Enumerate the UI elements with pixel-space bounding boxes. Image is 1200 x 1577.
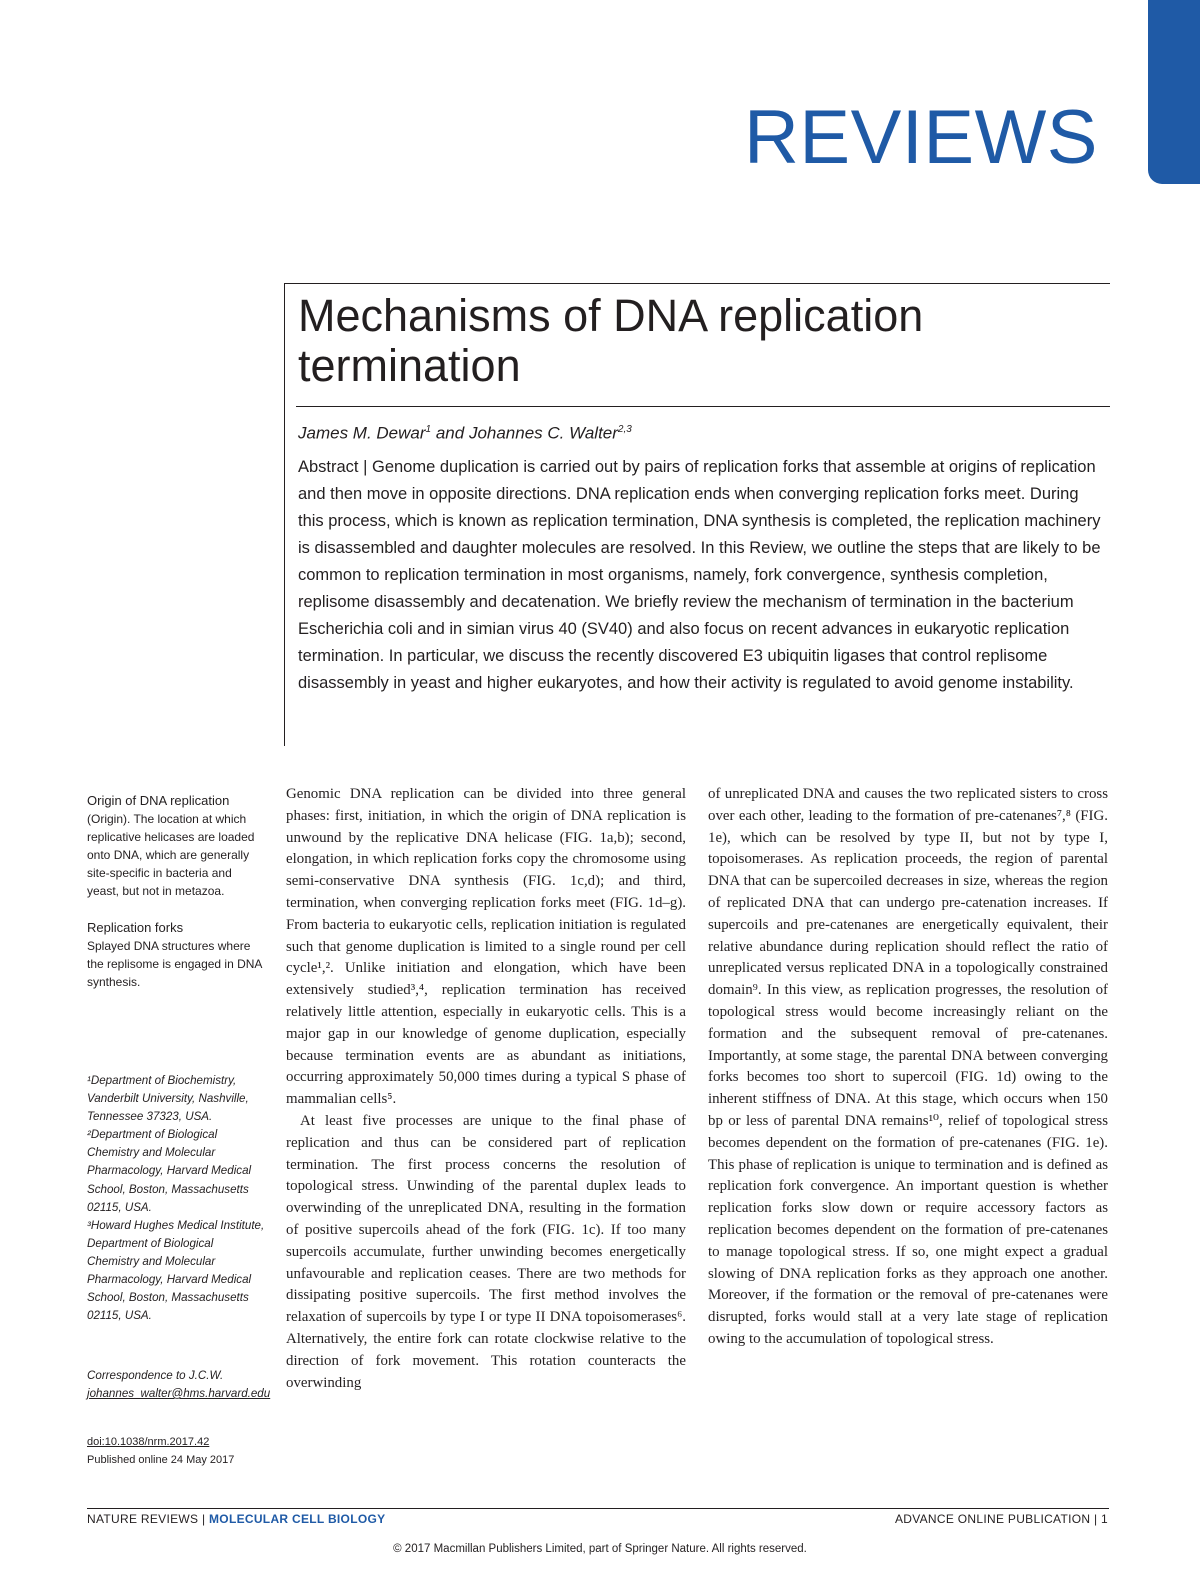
abstract-label: Abstract | bbox=[298, 458, 368, 476]
glossary-term: Origin of DNA replication bbox=[87, 793, 230, 808]
title-divider bbox=[296, 406, 1110, 407]
abstract bbox=[298, 454, 1104, 697]
affiliation-mark: 2,3 bbox=[617, 424, 632, 435]
correspondence-email-link[interactable]: johannes_walter@hms.harvard.edu bbox=[87, 1387, 271, 1400]
article-title: Mechanisms of DNA replication termination bbox=[298, 290, 924, 391]
title-box-top-rule bbox=[284, 283, 1110, 284]
author-line bbox=[298, 418, 1078, 446]
author-conjunction: and bbox=[435, 423, 465, 443]
copyright-notice: © 2017 Macmillan Publishers Limited, part of Springer Nature. All rights reserved. bbox=[393, 1543, 807, 1555]
glossary-entry bbox=[87, 919, 265, 991]
title-box-left-rule bbox=[284, 283, 285, 746]
affiliation: ²Department of Biological Chemistry and Molecular Pharmacology, Harvard Medical School, Boston, Massachusetts 02115, USA. bbox=[87, 1128, 252, 1214]
affiliation-mark: 1 bbox=[425, 424, 432, 435]
publication-info bbox=[87, 1433, 265, 1469]
section-tab-marker bbox=[1148, 0, 1200, 184]
footer-journal bbox=[87, 1512, 385, 1526]
author-name: Johannes C. Walter bbox=[468, 423, 618, 443]
footer-rule bbox=[87, 1508, 1109, 1509]
body-column-2 bbox=[708, 784, 1108, 1351]
correspondence-label: Correspondence to J.C.W. bbox=[87, 1369, 224, 1382]
section-heading: REVIEWS bbox=[744, 95, 1098, 180]
glossary-definition: (Origin). The location at which replicative helicases are loaded onto DNA, which are generally site-specific in bacteria and yeast, but not in metazoa. bbox=[87, 812, 255, 898]
affiliation: ¹Department of Biochemistry, Vanderbilt University, Nashville, Tennessee 37323, USA. bbox=[87, 1074, 249, 1124]
abstract-text: Genome duplication is carried out by pairs of replication forks that assemble at origins of replication and then move in opposite directions. DNA replication ends when converging replication forks meet. During this process, which is known as replication termination, DNA synthesis is completed, the replication machinery is disassembled and daughter molecules are resolved. In this Review, we outline the steps that are likely to be common to replication termination in most organisms, namely, fork convergence, synthesis completion, replisome disassembly and decatenation. We briefly review the mechanism of termination in the bacterium Escherichia coli and in simian virus 40 (SV40) and also focus on recent advances in eukaryotic replication termination. In particular, we discuss the recently discovered E3 ubiquitin ligases that control replisome disassembly in yeast and higher eukaryotes, and how their activity is regulated to avoid genome instability. bbox=[298, 458, 1101, 692]
affiliations bbox=[87, 1072, 265, 1325]
body-paragraph: Genomic DNA replication can be divided into three general phases: first, initiation, in which the origin of DNA replication is unwound by the replicative DNA helicase (FIG. 1a,b); second, elongation, in which replication forks copy the chromosome using semi-conservative DNA synthesis (FIG. 1c,d); and third, termination, when converging replication forks meet (FIG. 1d–g). From bacteria to eukaryotic cells, replication initiation is regulated such that genome duplication is limited to a single round per cell cycle¹,². Unlike initiation and elongation, which have been extensively studied³,⁴, replication termination has received relatively little attention, especially in eukaryotic cells. This is a major gap in our knowledge of genome duplication, especially because termination events are as abundant as initiations, occurring approximately 50,000 times during a typical S phase of mammalian cells⁵. bbox=[286, 786, 686, 1108]
author-name: James M. Dewar bbox=[298, 423, 426, 443]
journal-name: NATURE REVIEWS | bbox=[87, 1512, 206, 1526]
body-paragraph: At least five processes are unique to the final phase of replication and thus can be considered part of replication termination. The first process concerns the resolution of topological stress. Unwinding of the parental duplex leads to overwinding of the unreplicated DNA, resulting in the formation of positive supercoils ahead of the fork (FIG. 1c). If too many supercoils accumulate, further unwinding becomes energetically unfavourable and replication ceases. There are two methods for dissipating positive supercoils. The first method involves the relaxation of supercoils by type I or type II DNA topoisomerases⁶. Alternatively, the entire fork can rotate clockwise relative to the direction of fork movement. This rotation counteracts the overwinding bbox=[286, 1112, 686, 1391]
body-column-1 bbox=[286, 784, 686, 1394]
glossary-entry bbox=[87, 792, 265, 900]
journal-section: MOLECULAR CELL BIOLOGY bbox=[209, 1512, 386, 1526]
correspondence bbox=[87, 1367, 271, 1403]
glossary-term: Replication forks bbox=[87, 920, 184, 935]
footer-page-info: ADVANCE ONLINE PUBLICATION | 1 bbox=[894, 1512, 1108, 1526]
doi-link[interactable]: doi:10.1038/nrm.2017.42 bbox=[87, 1436, 210, 1448]
published-date: Published online 24 May 2017 bbox=[87, 1454, 235, 1466]
affiliation: ³Howard Hughes Medical Institute, Department of Biological Chemistry and Molecular Pharmacology, Harvard Medical School, Boston, Massachusetts 02115, USA. bbox=[87, 1218, 265, 1323]
body-paragraph: of unreplicated DNA and causes the two replicated sisters to cross over each other, leading to the formation of pre-catenanes⁷,⁸ (FIG. 1e), which can be resolved by type II, but not by type I, topoisomerases. As replication proceeds, the region of parental DNA that can be supercoiled decreases in size, whereas the region of replicated DNA that can undergo pre-catenation increases. If supercoils and pre-catenanes are energetically equivalent, their relative abundance during replication should reflect the ratio of unreplicated versus replicated DNA in a topologically constrained domain⁹. In this view, as replication progresses, the resolution of topological stress would become increasingly reliant on the formation and the subsequent removal of pre-catenanes. Importantly, at some stage, the parental DNA between converging forks becomes too short to supercoil (FIG. 1d) owing to the inherent stiffness of DNA. At this stage, which occurs when 150 bp or less of parental DNA remains¹⁰, relief of topological stress becomes dependent on the formation of pre-catenanes (FIG. 1e). This phase of replication is unique to termination and is defined as replication fork convergence. An important question is whether replication forks slow down or require accessory factors as replication becomes dependent on the formation of pre-catenanes to manage topological stress. If so, one might expect a gradual slowing of DNA replication forks as they approach one another. Moreover, if the formation or the removal of pre-catenanes were disrupted, forks would stall at a very late stage of replication owing to the accumulation of topological stress. bbox=[708, 786, 1108, 1347]
glossary-definition: Splayed DNA structures where the replisome is engaged in DNA synthesis. bbox=[87, 939, 262, 989]
